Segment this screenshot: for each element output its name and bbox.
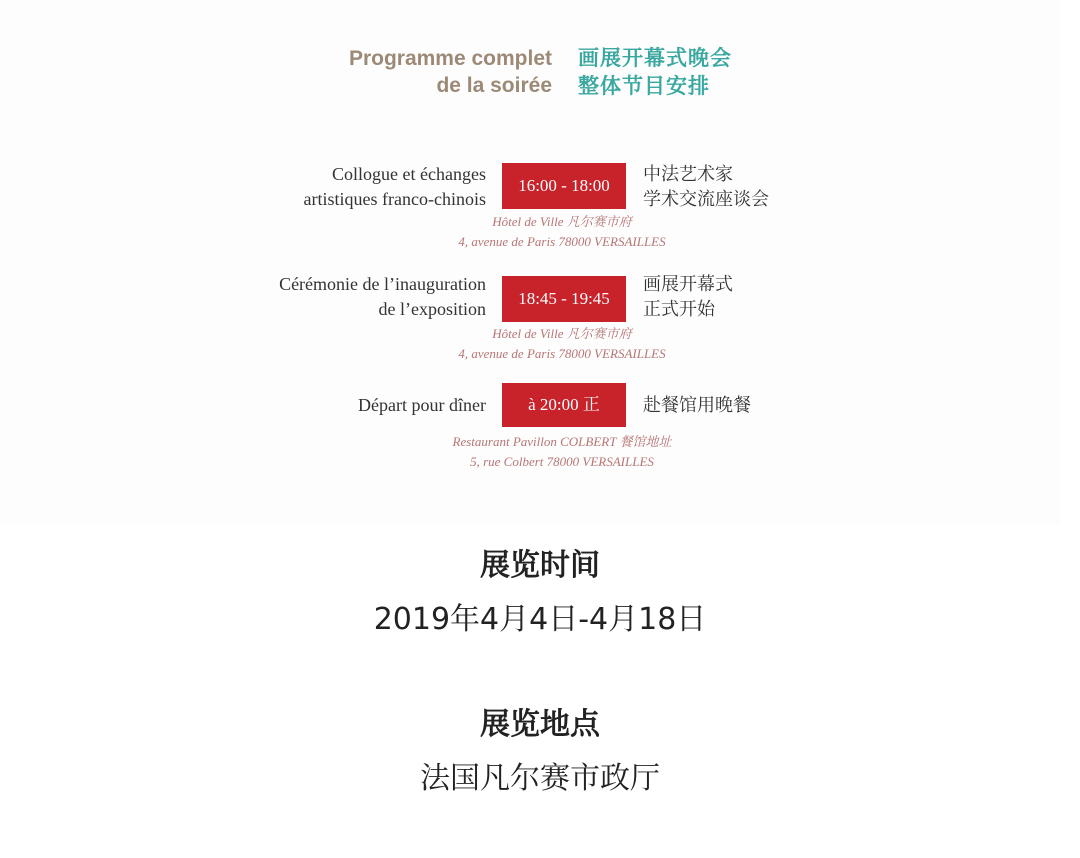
program-item-3-cn-line1: 赴餐馆用晚餐 <box>643 395 751 416</box>
program-item-2-fr-line2: de l’exposition <box>378 299 486 319</box>
program-item-2-fr-line1: Cérémonie de l’inauguration <box>279 274 486 294</box>
program-item-3-venue-line1: Restaurant Pavillon COLBERT 餐馆地址 <box>452 434 672 449</box>
program-item-3-fr-line1: Départ pour dîner <box>358 395 486 415</box>
exhibition-place-value: 法国凡尔赛市政厅 <box>420 761 660 796</box>
program-title-cn-line1: 画展开幕式晚会 <box>578 46 732 70</box>
program-item-3-venue-line2: 5, rue Colbert 78000 VERSAILLES <box>470 454 654 469</box>
program-title-fr <box>252 45 552 99</box>
exhibition-time-heading: 展览时间 <box>480 548 600 583</box>
program-item-2-fr <box>226 272 486 322</box>
program-item-2-cn-line2: 正式开始 <box>643 299 715 320</box>
program-item-3-time: à 20:00 正 <box>502 383 626 427</box>
program-title-fr-line2: de la soirée <box>436 74 552 97</box>
program-item-1-fr-line1: Collogue et échanges <box>332 164 486 184</box>
program-item-3-cn <box>643 393 751 418</box>
program-item-1-cn-line1: 中法艺术家 <box>643 164 733 185</box>
program-item-1-venue-line2: 4, avenue de Paris 78000 VERSAILLES <box>458 234 666 249</box>
program-item-2-venue-line1: Hôtel de Ville 凡尔赛市府 <box>492 326 632 341</box>
program-title-cn <box>578 44 732 100</box>
exhibition-place-heading: 展览地点 <box>480 707 600 742</box>
program-item-1-time: 16:00 - 18:00 <box>502 163 626 209</box>
program-item-1-cn-line2: 学术交流座谈会 <box>643 189 769 210</box>
program-item-3-venue <box>382 432 742 472</box>
program-item-3-fr <box>226 393 486 418</box>
program-item-1-venue <box>382 212 742 252</box>
program-item-2-venue <box>382 324 742 364</box>
program-item-2-cn <box>643 272 733 322</box>
program-item-1-venue-line1: Hôtel de Ville 凡尔赛市府 <box>492 214 632 229</box>
program-item-2-time: 18:45 - 19:45 <box>502 276 626 322</box>
program-item-1-fr-line2: artistiques franco-chinois <box>303 189 486 209</box>
exhibition-time-value: 2019年4月4日-4月18日 <box>373 602 707 637</box>
program-title-fr-line1: Programme complet <box>348 47 552 70</box>
program-item-2-cn-line1: 画展开幕式 <box>643 274 733 295</box>
program-item-2-venue-line2: 4, avenue de Paris 78000 VERSAILLES <box>458 346 666 361</box>
program-title-cn-line2: 整体节目安排 <box>578 74 710 98</box>
program-item-1-fr <box>226 162 486 212</box>
program-item-1-cn <box>643 162 769 212</box>
